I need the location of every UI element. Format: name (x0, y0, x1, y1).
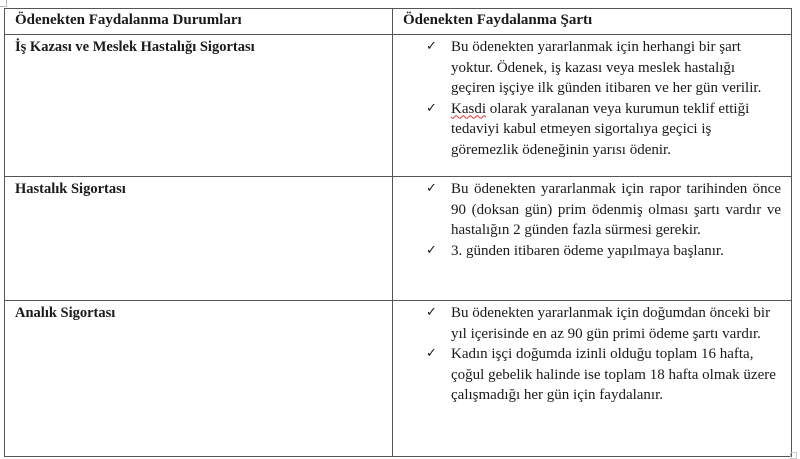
condition-item (393, 37, 781, 99)
header-situation: Ödenekten Faydalanma Durumları (5, 9, 393, 35)
condition-text: Kadın işçi doğumda izinli olduğu toplam 16 hafta, çoğul gebelik halinde ise toplam 18 hafta olmak üzere çalışmadığı her gün için faydalanır. (451, 346, 776, 403)
condition-item (393, 241, 781, 262)
conditions-cell (393, 301, 792, 457)
table-row (5, 177, 792, 301)
benefits-table (4, 8, 792, 457)
checkmark-icon: ✓ (426, 242, 437, 258)
table-move-handle (0, 0, 7, 7)
condition-list (393, 303, 781, 406)
condition-text: Bu ödenekten yararlanmak için doğumdan önceki bir yıl içerisinde en az 90 gün primi ödeme şartı vardır. (451, 305, 771, 342)
header-condition: Ödenekten Faydalanma Şartı (393, 9, 792, 35)
situation-cell: Analık Sigortası (5, 301, 393, 457)
checkmark-icon: ✓ (426, 346, 437, 361)
condition-text: Bu ödenekten yararlanmak için herhangi bir şart yoktur. Ödenek, iş kazası veya meslek hastalığı geçiren işçiye ilk günden itibaren ve her gün verilir. (451, 39, 762, 96)
condition-text: olarak yaralanan veya kurumun teklif ettiği tedaviyi kabul etmeyen sigortalıya geçici iş göremezlik ödeneğinin yarısı ödenir. (451, 100, 750, 158)
condition-list (393, 37, 781, 160)
checkmark-icon: ✓ (426, 100, 437, 116)
situation-cell: Hastalık Sigortası (5, 177, 393, 301)
condition-item (393, 344, 781, 406)
condition-text: 3. günden itibaren ödeme yapılmaya başlanır. (451, 242, 724, 259)
condition-list (393, 179, 781, 261)
checkmark-icon: ✓ (426, 181, 437, 196)
table-row (5, 301, 792, 457)
checkmark-icon: ✓ (426, 39, 437, 54)
checkmark-icon: ✓ (426, 305, 437, 320)
table-row (5, 35, 792, 177)
conditions-cell (393, 35, 792, 177)
spellcheck-flagged-word: Kasdi (451, 100, 486, 117)
table-resize-handle[interactable] (790, 452, 797, 459)
conditions-cell (393, 177, 792, 301)
situation-cell: İş Kazası ve Meslek Hastalığı Sigortası (5, 35, 393, 177)
table-header-row (5, 9, 792, 35)
condition-text: Bu ödenekten yararlanmak için rapor tarihinden önce 90 (doksan gün) prim ödenmiş olması şartı vardır ve hastalığın 2 günden fazla sürmesi gerekir. (451, 181, 781, 238)
condition-item (393, 179, 781, 241)
condition-item (393, 303, 781, 344)
condition-item (393, 99, 781, 161)
